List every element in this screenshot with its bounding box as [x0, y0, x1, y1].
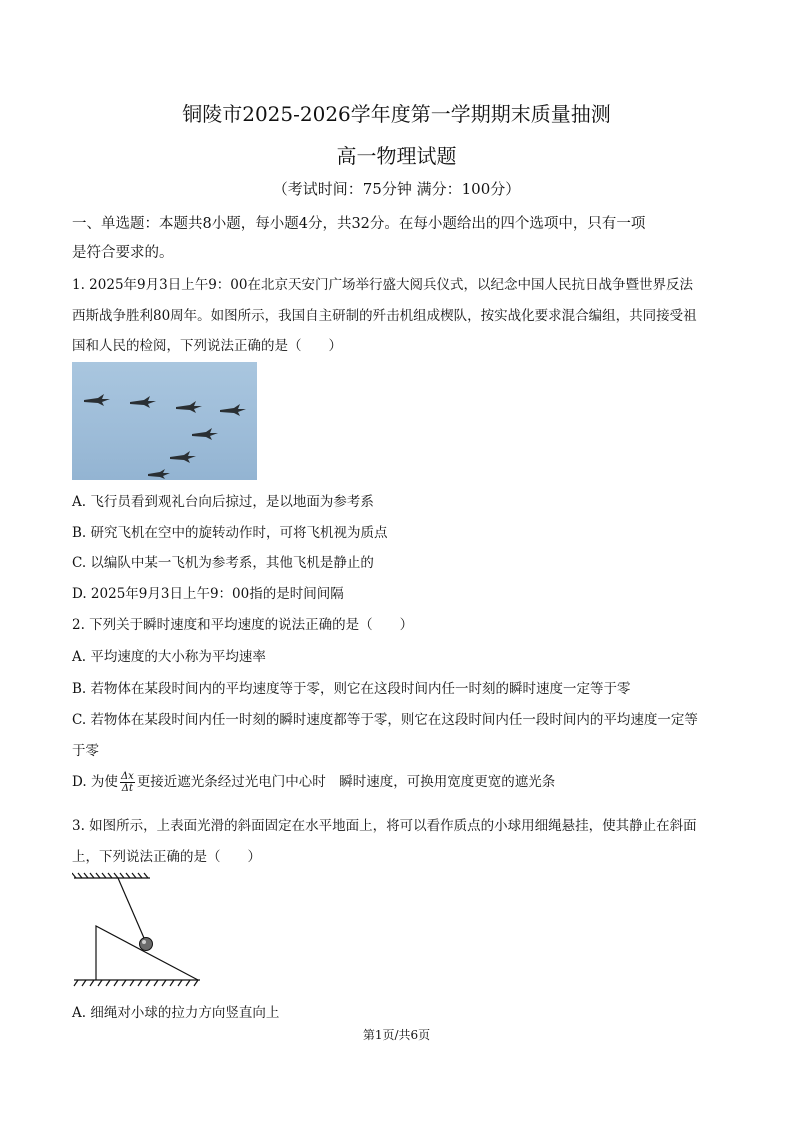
q3-stem-line1: 3. 如图所示，上表面光滑的斜面固定在水平地面上，将可以看作质点的小球用细绳悬挂，使其静止在斜面: [72, 818, 697, 834]
q1-option-a: A. 飞行员看到观礼台向后掠过，是以地面为参考系: [72, 494, 374, 510]
exam-info: （考试时间：75分钟 满分：100分）: [272, 180, 521, 198]
q2-stem: 2. 下列关于瞬时速度和平均速度的说法正确的是（ ）: [72, 617, 414, 633]
delta-fraction: [120, 771, 135, 794]
q2-option-c-line1: C. 若物体在某段时间内任一时刻的瞬时速度都等于零，则它在这段时间内任一段时间内的平均速度一定等: [72, 712, 698, 728]
section-heading-line2: 是符合要求的。: [72, 245, 174, 261]
fighter-formation-photo: [72, 362, 257, 480]
fraction-numerator: Δx: [120, 771, 134, 782]
q1-option-b: B. 研究飞机在空中的旋转动作时，可将飞机视为质点: [72, 525, 388, 541]
exam-title: 铜陵市2025-2026学年度第一学期期末质量抽测: [182, 102, 611, 126]
q2-option-a: A. 平均速度的大小称为平均速率: [72, 649, 266, 665]
q1-stem-line3: 国和人民的检阅，下列说法正确的是（ ）: [72, 338, 342, 354]
q2-option-b: B. 若物体在某段时间内的平均速度等于零，则它在这段时间内任一时刻的瞬时速度一定等于零: [72, 681, 631, 697]
fraction-denominator: Δt: [121, 783, 133, 794]
q1-stem-line1: 1. 2025年9月3日上午9：00在北京天安门广场举行盛大阅兵仪式，以纪念中国人民抗日战争暨世界反法: [72, 277, 693, 293]
incline-pendulum-diagram: [72, 870, 237, 990]
q2-option-d-prefix: D. 为使: [72, 774, 118, 790]
q3-stem-line2: 上，下列说法正确的是（ ）: [72, 849, 261, 865]
q1-option-d: D. 2025年9月3日上午9：00指的是时间间隔: [72, 586, 344, 602]
section-heading-line1: 一、单选题：本题共8小题，每小题4分，共32分。在每小题给出的四个选项中，只有一项: [72, 216, 646, 232]
exam-subtitle: 高一物理试题: [336, 144, 457, 168]
q3-option-a: A. 细绳对小球的拉力方向竖直向上: [72, 1005, 280, 1021]
page-footer: 第1页/共6页: [362, 1028, 431, 1042]
q2-option-d: [72, 770, 555, 794]
fighter-jets-icon: [72, 362, 257, 480]
q2-option-c-line2: 于零: [72, 743, 99, 759]
q1-option-c: C. 以编队中某一飞机为参考系，其他飞机是静止的: [72, 555, 374, 571]
incline-ball-icon: [72, 870, 237, 990]
q1-stem-line2: 西斯战争胜利80周年。如图所示，我国自主研制的歼击机组成楔队，按实战化要求混合编组，共同接受祖: [72, 308, 697, 324]
q2-option-d-suffix: 更接近遮光条经过光电门中心时 瞬时速度，可换用宽度更宽的遮光条: [136, 774, 556, 790]
